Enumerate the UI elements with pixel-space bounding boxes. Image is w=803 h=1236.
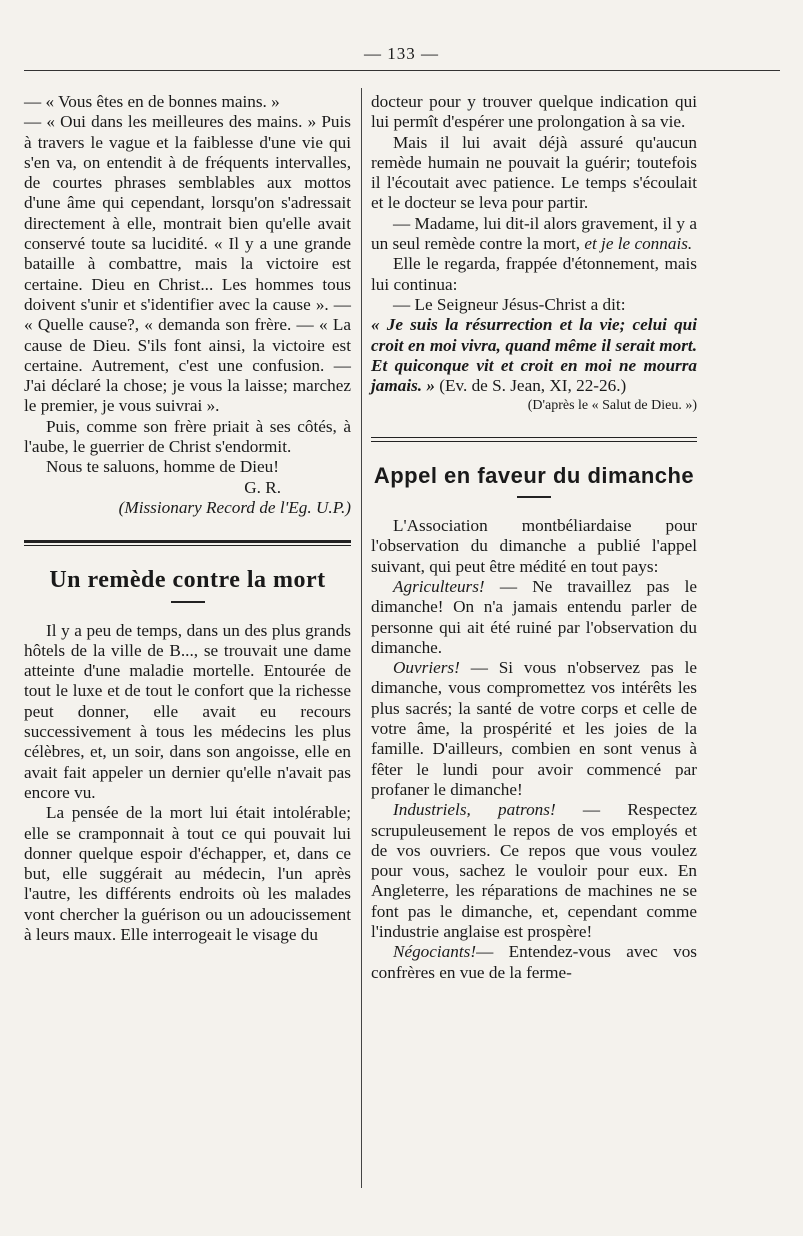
page-number: — 133 —: [364, 44, 439, 63]
appeal-lead: Négociants!: [393, 942, 477, 962]
appeal-text: — Respectez scrupuleusement le repos de vos employés et de vos ouvriers. Ce repos que vous voulez pour vous, sachez le vouloir pour eux. En Angleterre, les réparations de machines ne se font pas le dimanche, et, cependant comme l'industrie anglaise est prospère!: [371, 800, 697, 941]
scripture-quote: [371, 315, 697, 396]
dialogue-line: — « Vous êtes en de bonnes mains. »: [24, 92, 280, 111]
salutation-line: Nous te saluons, homme de Dieu!: [46, 457, 279, 477]
body-paragraph: — Le Seigneur Jésus-Christ a dit:: [393, 294, 626, 314]
signature: G. R.: [244, 477, 281, 497]
source-citation: (Missionary Record de l'Eg. U.P.): [118, 497, 351, 517]
article-paragraph: La pensée de la mort lui était intolérable; elle se cramponnait à tout ce qui pouvait lui donner quelque espoir d'échapper, et, dans ce but, elle suggérait au médecin, l'un après l'autre, les différents endroits où les malades vont chercher la guérison ou un adoucissement à leurs maux. Elle interrogeait le visage du: [24, 803, 351, 944]
title-dash: [171, 601, 205, 603]
section-separator: [371, 437, 697, 442]
left-column: [24, 92, 351, 945]
appeal-lead: Ouvriers!: [393, 658, 460, 678]
section-separator-thin: [24, 545, 351, 546]
appeal-paragraph: [371, 800, 697, 942]
appeal-text: — Ne travaillez pas le dimanche! On n'a jamais entendu parler de personne qui ait été ruiné par l'observation du dimanche.: [371, 576, 697, 657]
appeal-text: — Entendez-vous avec vos confrères en vue de la ferme-: [371, 942, 697, 982]
remedy-italic: et je le connais.: [584, 234, 693, 254]
quote-reference: (Ev. de S. Jean, XI, 22-26.): [439, 376, 627, 396]
source-credit: (D'après le « Salut de Dieu. »): [527, 398, 697, 414]
appeal-paragraph: [371, 942, 697, 983]
header-rule: [24, 70, 780, 71]
article-title: Un remède contre la mort: [49, 567, 326, 594]
right-column: [371, 92, 697, 983]
continued-paragraph: docteur pour y trouver quelque indication qui lui permît d'espérer une prolongation à sa vie.: [371, 92, 697, 132]
remedy-paragraph: [371, 214, 697, 255]
intro-paragraph: L'Association montbéliardaise pour l'observation du dimanche a publié l'appel suivant, qui peut être médité en tout pays:: [371, 516, 697, 576]
narrative-paragraph: Puis, comme son frère priait à ses côtés, à l'aube, le guerrier de Christ s'endormit.: [24, 416, 351, 457]
title-dash: [517, 496, 551, 498]
body-paragraph: Mais il lui avait déjà assuré qu'aucun remède humain ne pouvait la guérir; toutefois il l'écoutait avec patience. Le temps s'écoulait et le docteur se leva pour partir.: [371, 132, 697, 213]
appeal-paragraph: [371, 577, 697, 658]
appeal-paragraph: [371, 658, 697, 800]
appeal-lead: Industriels, patrons!: [393, 800, 556, 820]
section-title: Appel en faveur du dimanche: [373, 462, 695, 488]
quote-text: « Je suis la résurrection et la vie; celui qui croit en moi vivra, quand même il serait mort. Et quiconque vit et croit en moi ne mourra jamais. »: [371, 315, 697, 396]
section-separator: [24, 540, 351, 543]
remedy-text: — Madame, lui dit-il alors gravement, il y a un seul remède contre la mort,: [371, 213, 697, 254]
appeal-lead: Agriculteurs!: [393, 576, 485, 596]
article-paragraph: Il y a peu de temps, dans un des plus grands hôtels de la ville de B..., se trouvait une dame atteinte d'une maladie mortelle. Entourée de tout le luxe et de tout le confort que la richesse peut donner, elle avait eu recours successivement à tous les médecins les plus célèbres, et, un soir, dans son angoisse, elle en avait fait appeler un dernier qu'elle n'avait pas encore vu.: [24, 620, 351, 802]
dialogue-paragraph: — « Oui dans les meilleures des mains. » Puis à travers le vague et la faiblesse d'une vie qui s'en va, on entendit à de fréquents intervalles, de courtes phrases semblables aux mottos d'une âme qui cependant, lorsqu'on s'adressait directement à elle, montrait bien qu'elle avait conservé toute sa lucidité. « Il y a une grande bataille à combattre, mais la victoire est certaine. Dieu en Christ... Les hommes tous doivent s'unir et s'identifier avec la cause ». — « Quelle cause?, « demanda son frère. — « La cause de Dieu. S'ils font ainsi, la victoire est certaine. Autrement, c'est une confusion. — J'ai déclaré la chose; je vous la laisse; marchez le premier, je vous suivrai ».: [24, 112, 351, 416]
appeal-text: — Si vous n'observez pas le dimanche, vous compromettez vos intérêts les plus sacrés; la santé de votre corps et celle de votre âme, la prospérité et les joies de la famille. D'ailleurs, combien en sont venus à fêter le lundi pour avoir commencé par profaner le dimanche!: [371, 658, 697, 799]
body-paragraph: Elle le regarda, frappée d'étonnement, mais lui continua:: [371, 254, 697, 294]
column-divider: [361, 88, 362, 1188]
